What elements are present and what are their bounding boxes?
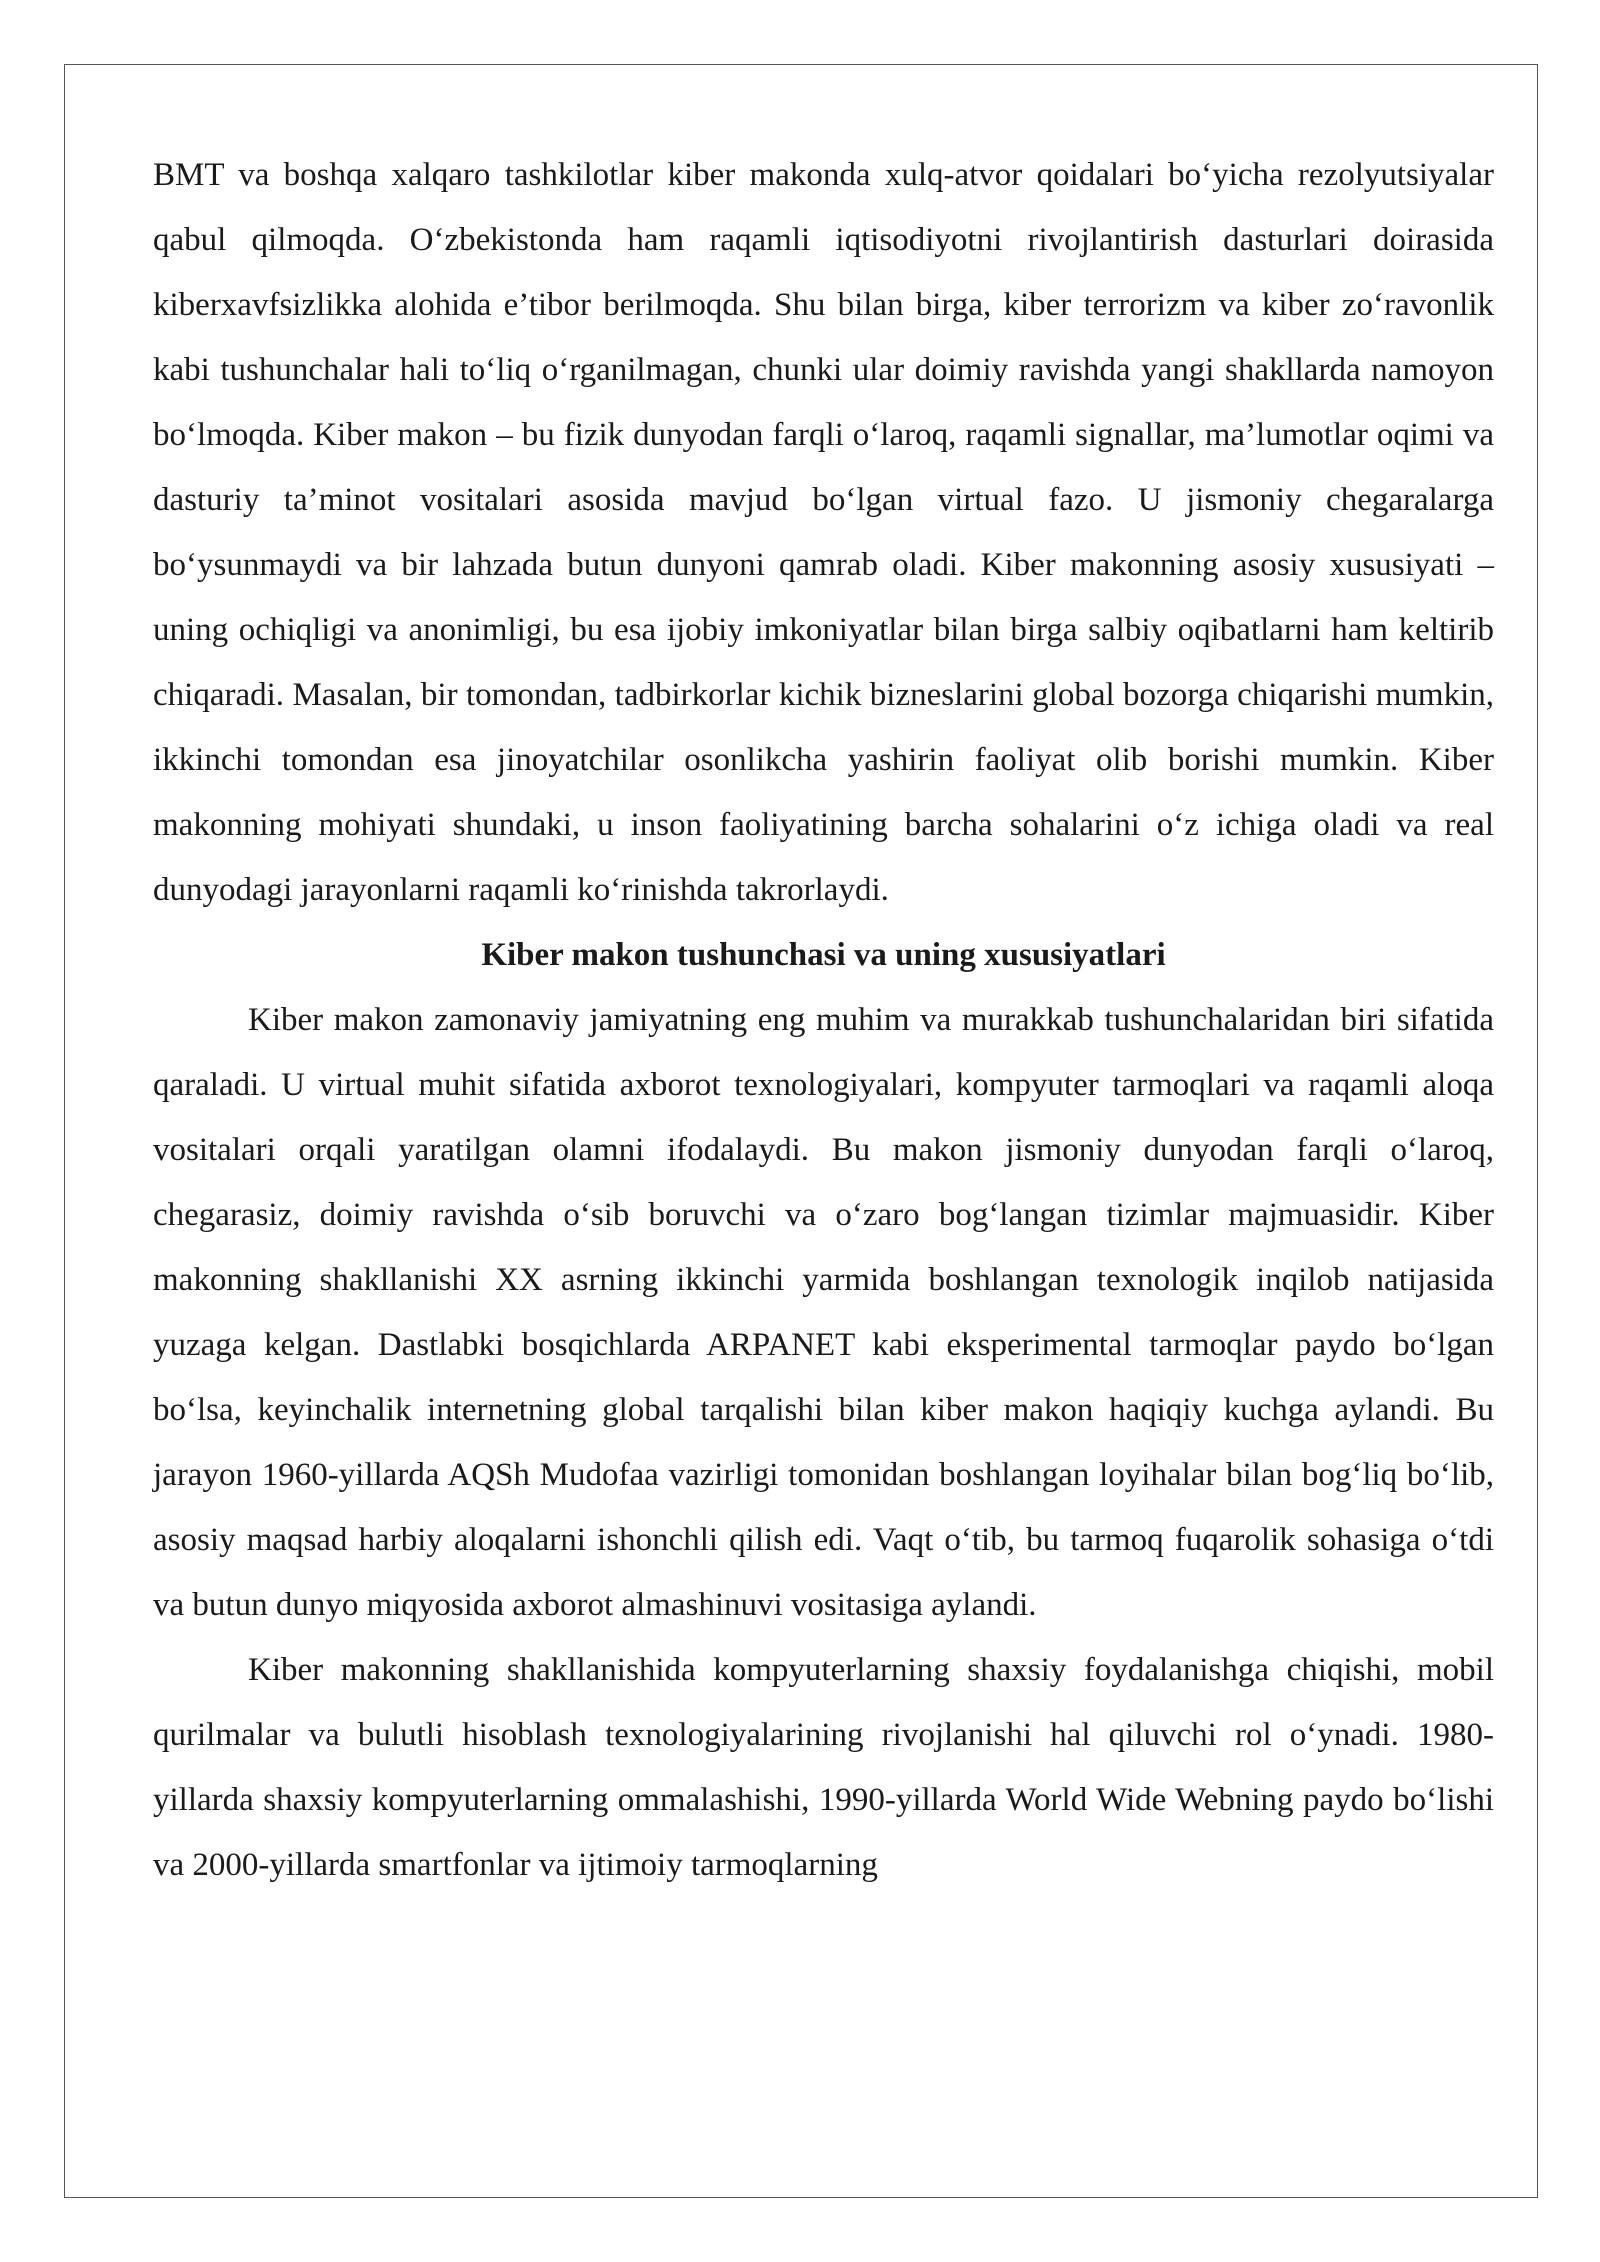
document-body: [153, 143, 1494, 1898]
paragraph: Kiber makon zamonaviy jamiyatning eng muhim va murakkab tushunchalaridan biri sifatida qaraladi. U virtual muhit sifatida axborot texnologiyalari, kompyuter tarmoqlari va raqamli aloqa vositalari orqali yaratilgan olamni ifodalaydi. Bu makon jismoniy dunyodan farqli o‘laroq, chegarasiz, doimiy ravishda o‘sib boruvchi va o‘zaro bog‘langan tizimlar majmuasidir. Kiber makonning shakllanishi XX asrning ikkinchi yarmida boshlangan texnologik inqilob natijasida yuzaga kelgan. Dastlabki bosqichlarda ARPANET kabi eksperimental tarmoqlar paydo bo‘lgan bo‘lsa, keyinchalik internetning global tarqalishi bilan kiber makon haqiqiy kuchga aylandi. Bu jarayon 1960-yillarda AQSh Mudofaa vazirligi tomonidan boshlangan loyihalar bilan bog‘liq bo‘lib, asosiy maqsad harbiy aloqalarni ishonchli qilish edi. Vaqt o‘tib, bu tarmoq fuqarolik sohasiga o‘tdi va butun dunyo miqyosida axborot almashinuvi vositasiga aylandi.: [153, 1002, 1494, 1623]
paragraph: Kiber makonning shakllanishida kompyuterlarning shaxsiy foydalanishga chiqishi, mobil qurilmalar va bulutli hisoblash texnologiyalarining rivojlanishi hal qiluvchi rol o‘ynadi. 1980-yillarda shaxsiy kompyuterlarning ommalashishi, 1990-yillarda World Wide Webning paydo bo‘lishi va 2000-yillarda smartfonlar va ijtimoiy tarmoqlarning: [153, 1652, 1494, 1883]
section-heading: Kiber makon tushunchasi va uning xususiyatlari: [481, 937, 1166, 973]
paragraph-continued: BMT va boshqa xalqaro tashkilotlar kiber makonda xulq-atvor qoidalari bo‘yicha rezolyutsiyalar qabul qilmoqda. O‘zbekistonda ham raqamli iqtisodiyotni rivojlantirish dasturlari doirasida kiberxavfsizlikka alohida e’tibor berilmoqda. Shu bilan birga, kiber terrorizm va kiber zo‘ravonlik kabi tushunchalar hali to‘liq o‘rganilmagan, chunki ular doimiy ravishda yangi shakllarda namoyon bo‘lmoqda. Kiber makon – bu fizik dunyodan farqli o‘laroq, raqamli signallar, ma’lumotlar oqimi va dasturiy ta’minot vositalari asosida mavjud bo‘lgan virtual fazo. U jismoniy chegaralarga bo‘ysunmaydi va bir lahzada butun dunyoni qamrab oladi. Kiber makonning asosiy xususiyati – uning ochiqligi va anonimligi, bu esa ijobiy imkoniyatlar bilan birga salbiy oqibatlarni ham keltirib chiqaradi. Masalan, bir tomondan, tadbirkorlar kichik bizneslarini global bozorga chiqarishi mumkin, ikkinchi tomondan esa jinoyatchilar osonlikcha yashirin faoliyat olib borishi mumkin. Kiber makonning mohiyati shundaki, u inson faoliyatining barcha sohalarini o‘z ichiga oladi va real dunyodagi jarayonlarni raqamli ko‘rinishda takrorlaydi.: [153, 157, 1494, 908]
